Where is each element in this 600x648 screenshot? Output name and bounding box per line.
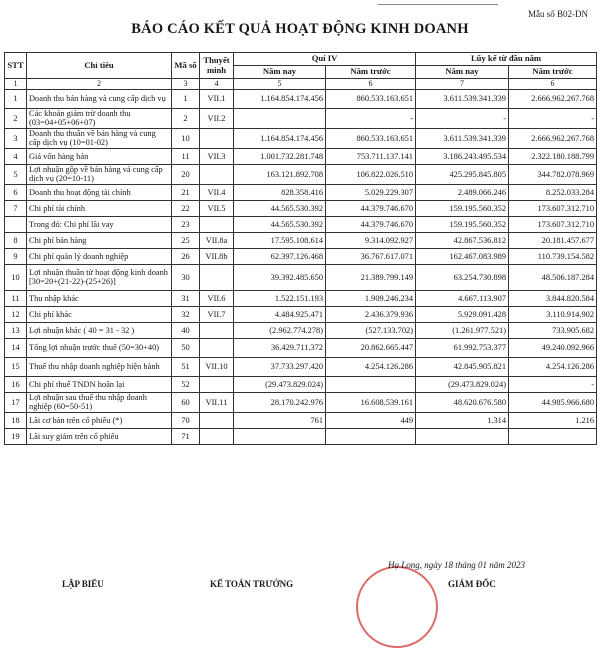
row-ytd-last-year: 4.254.126.286 bbox=[509, 357, 597, 376]
table-row bbox=[5, 232, 597, 248]
table-row bbox=[5, 248, 597, 264]
row-quarter-last-year: 44.379.746.670 bbox=[326, 216, 416, 232]
place-date: Hạ Long, ngày 18 tháng 01 năm 2023 bbox=[388, 560, 525, 570]
row-quarter-last-year: 44.379.746.670 bbox=[326, 200, 416, 216]
company-stamp-icon bbox=[356, 566, 438, 648]
header-ytd-last-year: Năm trước bbox=[509, 66, 597, 79]
row-ytd-this-year: 2.489.066.246 bbox=[416, 184, 509, 200]
row-quarter-this-year: 1.164.854.174.456 bbox=[234, 128, 326, 148]
row-ytd-this-year bbox=[416, 428, 509, 444]
row-code: 11 bbox=[172, 148, 200, 164]
header-stt: STT bbox=[5, 53, 27, 79]
row-label: Lãi cơ bản trên cổ phiếu (*) bbox=[27, 412, 172, 428]
table-row bbox=[5, 290, 597, 306]
signature-ke-toan-truong: KẾ TOÁN TRƯỞNG bbox=[210, 579, 294, 589]
row-note bbox=[200, 164, 234, 184]
row-ytd-this-year: 159.195.560.352 bbox=[416, 216, 509, 232]
row-note: VII.8a bbox=[200, 232, 234, 248]
row-ytd-this-year: 48.620.676.580 bbox=[416, 392, 509, 412]
row-quarter-this-year: 17.595.108.614 bbox=[234, 232, 326, 248]
row-code: 60 bbox=[172, 392, 200, 412]
row-label: Doanh thu thuần về bán hàng và cung cấp dịch vụ (10=01-02) bbox=[27, 128, 172, 148]
table-row bbox=[5, 306, 597, 322]
row-stt: 12 bbox=[5, 306, 27, 322]
row-label: Chi phí bán hàng bbox=[27, 232, 172, 248]
row-ytd-last-year: 49.240.092.966 bbox=[509, 338, 597, 357]
row-note: VII.6 bbox=[200, 290, 234, 306]
form-number: Mẫu số B02-DN bbox=[528, 9, 588, 19]
row-note bbox=[200, 376, 234, 392]
signature-giam-doc: GIÁM ĐỐC bbox=[448, 579, 496, 589]
row-note bbox=[200, 322, 234, 338]
row-ytd-last-year: 2.666.962.267.768 bbox=[509, 128, 597, 148]
row-note: VII.3 bbox=[200, 148, 234, 164]
column-index: 6 bbox=[326, 79, 416, 90]
row-code: 26 bbox=[172, 248, 200, 264]
row-quarter-last-year: 20.862.665.447 bbox=[326, 338, 416, 357]
row-ytd-this-year: 42.845.905.821 bbox=[416, 357, 509, 376]
row-ytd-last-year: 110.739.154.582 bbox=[509, 248, 597, 264]
row-quarter-this-year: 1.522.151.193 bbox=[234, 290, 326, 306]
row-quarter-this-year: 62.397.126.468 bbox=[234, 248, 326, 264]
row-quarter-this-year: 828.358.416 bbox=[234, 184, 326, 200]
row-label: Chi phí thuế TNDN hoãn lại bbox=[27, 376, 172, 392]
row-note bbox=[200, 338, 234, 357]
row-code: 31 bbox=[172, 290, 200, 306]
column-index: 6 bbox=[509, 79, 597, 90]
row-quarter-last-year: 860.533.163.651 bbox=[326, 128, 416, 148]
row-ytd-last-year: 344.782.078.969 bbox=[509, 164, 597, 184]
row-code: 70 bbox=[172, 412, 200, 428]
row-ytd-last-year: 173.607.312.710 bbox=[509, 200, 597, 216]
table-row bbox=[5, 412, 597, 428]
row-note: VII.4 bbox=[200, 184, 234, 200]
row-note: VII.8b bbox=[200, 248, 234, 264]
row-ytd-last-year: 8.252.033.284 bbox=[509, 184, 597, 200]
row-quarter-this-year bbox=[234, 109, 326, 129]
row-ytd-last-year bbox=[509, 428, 597, 444]
row-code: 40 bbox=[172, 322, 200, 338]
cropped-header-line bbox=[378, 0, 498, 5]
row-note bbox=[200, 128, 234, 148]
row-label: Giá vốn hàng bán bbox=[27, 148, 172, 164]
row-label: Chi phí khác bbox=[27, 306, 172, 322]
row-quarter-this-year: 163.121.892.708 bbox=[234, 164, 326, 184]
row-quarter-last-year: 36.767.617.071 bbox=[326, 248, 416, 264]
row-label: Lợi nhuận khác ( 40 = 31 - 32 ) bbox=[27, 322, 172, 338]
row-label: Thuế thu nhập doanh nghiệp hiện hành bbox=[27, 357, 172, 376]
row-code: 52 bbox=[172, 376, 200, 392]
row-quarter-this-year: 4.484.925.471 bbox=[234, 306, 326, 322]
row-quarter-last-year: 449 bbox=[326, 412, 416, 428]
row-ytd-this-year: 425.295.845.805 bbox=[416, 164, 509, 184]
row-stt: 3 bbox=[5, 128, 27, 148]
header-quarter-this-year: Năm nay bbox=[234, 66, 326, 79]
column-index: 4 bbox=[200, 79, 234, 90]
row-ytd-this-year: (29.473.829.024) bbox=[416, 376, 509, 392]
row-label: Chi phí tài chính bbox=[27, 200, 172, 216]
row-quarter-last-year: (527.133.702) bbox=[326, 322, 416, 338]
row-quarter-last-year: 1.909.246.234 bbox=[326, 290, 416, 306]
row-ytd-last-year: 2.322.180.188.799 bbox=[509, 148, 597, 164]
row-ytd-this-year: 5.929.091.428 bbox=[416, 306, 509, 322]
table-row bbox=[5, 392, 597, 412]
row-quarter-this-year: 761 bbox=[234, 412, 326, 428]
row-quarter-last-year: 9.314.092.927 bbox=[326, 232, 416, 248]
table-row bbox=[5, 428, 597, 444]
row-note bbox=[200, 216, 234, 232]
table-row bbox=[5, 90, 597, 109]
row-label: Lợi nhuận thuần từ hoạt động kinh doanh [30=20+(21-22)-(25+26)] bbox=[27, 264, 172, 290]
header-ytd-this-year: Năm nay bbox=[416, 66, 509, 79]
row-note bbox=[200, 428, 234, 444]
row-ytd-this-year: 4.667.113.907 bbox=[416, 290, 509, 306]
row-code: 10 bbox=[172, 128, 200, 148]
row-quarter-this-year: 39.392.485.650 bbox=[234, 264, 326, 290]
row-quarter-this-year: 28.170.242.976 bbox=[234, 392, 326, 412]
row-quarter-this-year: 36.429.711.372 bbox=[234, 338, 326, 357]
row-note bbox=[200, 264, 234, 290]
row-ytd-this-year: 42.867.536.812 bbox=[416, 232, 509, 248]
row-quarter-last-year bbox=[326, 428, 416, 444]
column-index: 3 bbox=[172, 79, 200, 90]
row-ytd-last-year: 44.985.966.680 bbox=[509, 392, 597, 412]
row-stt: 1 bbox=[5, 90, 27, 109]
row-quarter-last-year: 860.533.163.651 bbox=[326, 90, 416, 109]
table-row bbox=[5, 200, 597, 216]
row-ytd-last-year: 3.844.820.584 bbox=[509, 290, 597, 306]
row-code: 2 bbox=[172, 109, 200, 129]
row-label: Chi phí quản lý doanh nghiệp bbox=[27, 248, 172, 264]
row-note: VII.7 bbox=[200, 306, 234, 322]
row-quarter-last-year: 16.608.539.161 bbox=[326, 392, 416, 412]
row-label: Lãi suy giảm trên cổ phiếu bbox=[27, 428, 172, 444]
row-ytd-last-year: 20.181.457.677 bbox=[509, 232, 597, 248]
row-ytd-this-year: 1.314 bbox=[416, 412, 509, 428]
row-quarter-last-year bbox=[326, 376, 416, 392]
row-note: VII.5 bbox=[200, 200, 234, 216]
row-label: Doanh thu bán hàng và cung cấp dịch vụ bbox=[27, 90, 172, 109]
row-label: Các khoản giảm trừ doanh thu (03=04+05+06+07) bbox=[27, 109, 172, 129]
row-quarter-this-year: 44.565.530.392 bbox=[234, 200, 326, 216]
row-stt: 5 bbox=[5, 164, 27, 184]
row-code: 32 bbox=[172, 306, 200, 322]
header-chi-tieu: Chỉ tiêu bbox=[27, 53, 172, 79]
header-quarter: Quí IV bbox=[234, 53, 416, 66]
row-label: Lợi nhuận sau thuế thu nhập doanh nghiệp (60=50-51) bbox=[27, 392, 172, 412]
row-code: 23 bbox=[172, 216, 200, 232]
row-stt: 13 bbox=[5, 322, 27, 338]
table-row bbox=[5, 357, 597, 376]
row-label: Thu nhập khác bbox=[27, 290, 172, 306]
row-code: 20 bbox=[172, 164, 200, 184]
table-row bbox=[5, 264, 597, 290]
header-ytd: Lũy kế từ đầu năm bbox=[416, 53, 597, 66]
row-code: 22 bbox=[172, 200, 200, 216]
header-thuyet-minh: Thuyết minh bbox=[200, 53, 234, 79]
row-label: Trong đó: Chi phí lãi vay bbox=[27, 216, 172, 232]
row-quarter-this-year: 1.164.854.174.456 bbox=[234, 90, 326, 109]
row-note: VII.2 bbox=[200, 109, 234, 129]
row-stt: 2 bbox=[5, 109, 27, 129]
row-stt: 15 bbox=[5, 357, 27, 376]
table-row bbox=[5, 322, 597, 338]
row-code: 25 bbox=[172, 232, 200, 248]
row-ytd-last-year: 1.216 bbox=[509, 412, 597, 428]
row-note: VII.1 bbox=[200, 90, 234, 109]
row-quarter-last-year: 106.822.026.510 bbox=[326, 164, 416, 184]
row-stt bbox=[5, 216, 27, 232]
row-stt: 17 bbox=[5, 392, 27, 412]
row-ytd-this-year: - bbox=[416, 109, 509, 129]
table-row bbox=[5, 128, 597, 148]
row-label: Lợi nhuận gộp về bán hàng và cung cấp dịch vụ (20=10-11) bbox=[27, 164, 172, 184]
row-note bbox=[200, 412, 234, 428]
row-stt: 11 bbox=[5, 290, 27, 306]
row-stt: 10 bbox=[5, 264, 27, 290]
row-ytd-last-year: 173.607.312.710 bbox=[509, 216, 597, 232]
row-quarter-last-year: 2.436.379.936 bbox=[326, 306, 416, 322]
column-index-row bbox=[5, 79, 597, 90]
report-title: BÁO CÁO KẾT QUẢ HOẠT ĐỘNG KINH DOANH bbox=[131, 21, 469, 37]
row-ytd-this-year: 159.195.560.352 bbox=[416, 200, 509, 216]
row-ytd-last-year: 48.506.187.284 bbox=[509, 264, 597, 290]
row-note: VII.11 bbox=[200, 392, 234, 412]
row-ytd-last-year: 2.666.962.267.768 bbox=[509, 90, 597, 109]
row-ytd-last-year: - bbox=[509, 376, 597, 392]
column-index: 5 bbox=[234, 79, 326, 90]
row-quarter-last-year: 5.029.229.307 bbox=[326, 184, 416, 200]
table-row bbox=[5, 216, 597, 232]
table-row bbox=[5, 109, 597, 129]
row-ytd-this-year: 162.467.083.989 bbox=[416, 248, 509, 264]
row-label: Doanh thu hoạt động tài chính bbox=[27, 184, 172, 200]
row-quarter-last-year: - bbox=[326, 109, 416, 129]
row-ytd-this-year: 3.186.243.495.534 bbox=[416, 148, 509, 164]
column-index: 2 bbox=[27, 79, 172, 90]
table-row bbox=[5, 164, 597, 184]
row-ytd-this-year: 3.611.539.341.339 bbox=[416, 90, 509, 109]
row-quarter-last-year: 753.711.137.141 bbox=[326, 148, 416, 164]
row-ytd-last-year: 733.905.682 bbox=[509, 322, 597, 338]
row-code: 51 bbox=[172, 357, 200, 376]
row-code: 30 bbox=[172, 264, 200, 290]
row-quarter-this-year bbox=[234, 428, 326, 444]
column-index: 7 bbox=[416, 79, 509, 90]
table-row bbox=[5, 148, 597, 164]
row-quarter-last-year: 21.389.799.149 bbox=[326, 264, 416, 290]
row-ytd-this-year: 63.254.730.898 bbox=[416, 264, 509, 290]
row-stt: 9 bbox=[5, 248, 27, 264]
table-row bbox=[5, 184, 597, 200]
row-ytd-this-year: (1.261.977.521) bbox=[416, 322, 509, 338]
row-quarter-this-year: 1.001.732.281.748 bbox=[234, 148, 326, 164]
row-quarter-this-year: 44.565.530.392 bbox=[234, 216, 326, 232]
row-ytd-last-year: - bbox=[509, 109, 597, 129]
row-quarter-this-year: (29.473.829.024) bbox=[234, 376, 326, 392]
header-ma-so: Mã số bbox=[172, 53, 200, 79]
row-quarter-this-year: (2.962.774.278) bbox=[234, 322, 326, 338]
row-stt: 14 bbox=[5, 338, 27, 357]
table-row bbox=[5, 338, 597, 357]
row-ytd-this-year: 3.611.539.341.339 bbox=[416, 128, 509, 148]
row-ytd-this-year: 61.992.753.377 bbox=[416, 338, 509, 357]
column-index: 1 bbox=[5, 79, 27, 90]
income-statement-table bbox=[4, 52, 597, 445]
row-quarter-this-year: 37.733.297.420 bbox=[234, 357, 326, 376]
row-ytd-last-year: 3.110.914.902 bbox=[509, 306, 597, 322]
signature-lap-bieu: LẬP BIỂU bbox=[62, 579, 104, 589]
row-label: Tổng lợi nhuận trước thuế (50=30+40) bbox=[27, 338, 172, 357]
row-stt: 4 bbox=[5, 148, 27, 164]
row-stt: 19 bbox=[5, 428, 27, 444]
row-stt: 6 bbox=[5, 184, 27, 200]
row-code: 50 bbox=[172, 338, 200, 357]
row-code: 71 bbox=[172, 428, 200, 444]
row-code: 1 bbox=[172, 90, 200, 109]
header-quarter-last-year: Năm trước bbox=[326, 66, 416, 79]
row-stt: 7 bbox=[5, 200, 27, 216]
row-note: VII.10 bbox=[200, 357, 234, 376]
row-quarter-last-year: 4.254.126.286 bbox=[326, 357, 416, 376]
row-stt: 16 bbox=[5, 376, 27, 392]
row-code: 21 bbox=[172, 184, 200, 200]
row-stt: 8 bbox=[5, 232, 27, 248]
row-stt: 18 bbox=[5, 412, 27, 428]
table-row bbox=[5, 376, 597, 392]
